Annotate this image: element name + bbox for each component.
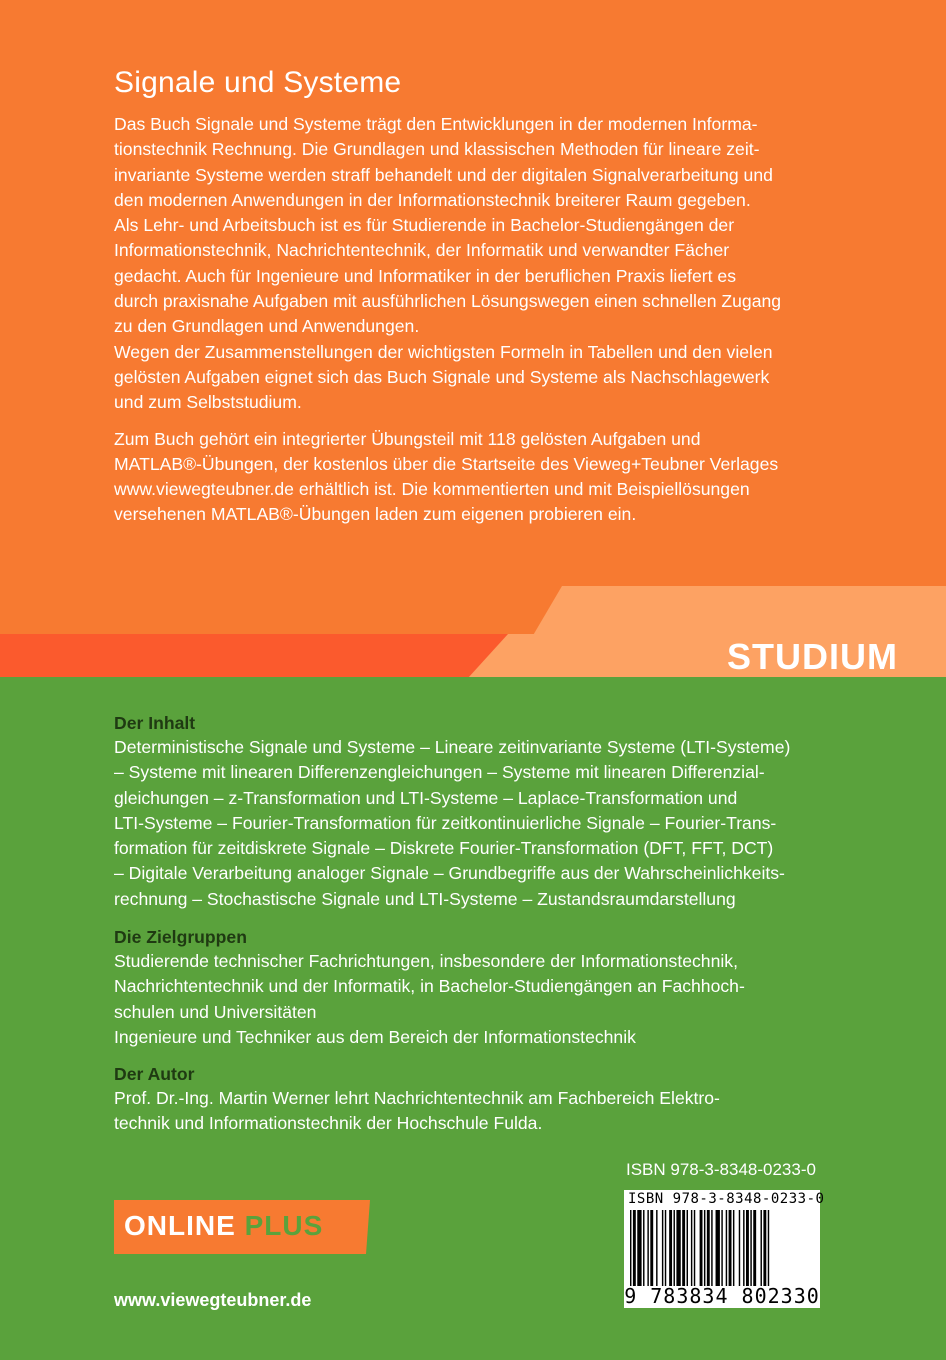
description-line: durch praxisnahe Aufgaben mit ausführlichen Lösungswegen einen schnellen Zugang: [114, 291, 782, 312]
barcode-bars: [630, 1210, 816, 1286]
section-inhalt: [114, 711, 874, 912]
section-line: Studierende technischer Fachrichtungen, insbesondere der Informationstechnik,: [114, 951, 738, 971]
section-line: gleichungen – z-Transformation und LTI-Systeme – Laplace-Transformation und: [114, 787, 738, 808]
website-link[interactable]: www.viewegteubner.de: [114, 1290, 312, 1310]
description-line: www.viewegteubner.de erhältlich ist. Die kommentierten und mit Beispiellösungen: [114, 479, 750, 500]
description-line: versehenen MATLAB®-Übungen laden zum eigenen probieren ein.: [114, 504, 637, 525]
section-heading: Die Zielgruppen: [114, 927, 247, 947]
description-line: gelösten Aufgaben eignet sich das Buch Signale und Systeme als Nachschlagewerk: [114, 366, 770, 387]
description-line: Als Lehr- und Arbeitsbuch ist es für Studierende in Bachelor-Studiengängen der: [114, 215, 735, 236]
series-label: STUDIUM: [727, 636, 898, 677]
logo-online-text: ONLINE: [124, 1210, 236, 1241]
description-line: Informationstechnik, Nachrichtentechnik, der Informatik und verwandter Fächer: [114, 240, 730, 261]
description-line: invariante Systeme werden straff behandelt und der digitalen Signalverarbeitung und: [114, 164, 773, 185]
section-line: Ingenieure und Techniker aus dem Bereich der Informationstechnik: [114, 1026, 636, 1047]
description-line: den modernen Anwendungen in der Informationstechnik breiterer Raum gegeben.: [114, 189, 751, 210]
description-line: und zum Selbststudium.: [114, 392, 302, 413]
section-line: – Systeme mit linearen Differenzengleichungen – Systeme mit linearen Differenzial-: [114, 762, 765, 783]
section-line: schulen und Universitäten: [114, 1001, 317, 1022]
onlineplus-logo: [124, 1210, 323, 1242]
section-line: LTI-Systeme – Fourier-Transformation für zeitkontinuierliche Signale – Fourier-Trans-: [114, 812, 777, 833]
section-line: Prof. Dr.-Ing. Martin Werner lehrt Nachrichtentechnik am Fachbereich Elektro-: [114, 1088, 720, 1108]
section-zielgruppen: [114, 925, 874, 1050]
section-line: rechnung – Stochastische Signale und LTI-Systeme – Zustandsraumdarstellung: [114, 888, 736, 909]
section-line: technik und Informationstechnik der Hochschule Fulda.: [114, 1113, 543, 1134]
logo-plus-text: PLUS: [244, 1210, 324, 1241]
description-line: Zum Buch gehört ein integrierter Übungsteil mit 118 gelösten Aufgaben und: [114, 428, 701, 449]
section-line: Nachrichtentechnik und der Informatik, in Bachelor-Studiengängen an Fachhoch-: [114, 976, 745, 997]
section-line: – Digitale Verarbeitung analoger Signale – Grundbegriffe aus der Wahrscheinlichkeits-: [114, 863, 785, 884]
barcode-isbn-text: ISBN 978-3-8348-0233-0: [628, 1191, 825, 1207]
section-autor: [114, 1062, 874, 1137]
barcode-digits: 9 783834 802330: [624, 1284, 820, 1308]
section-heading: Der Autor: [114, 1064, 195, 1084]
section-line: Deterministische Signale und Systeme – Lineare zeitinvariante Systeme (LTI-Systeme): [114, 737, 791, 757]
isbn-label: ISBN 978-3-8348-0233-0: [626, 1160, 816, 1179]
description-line: tionstechnik Rechnung. Die Grundlagen und klassischen Methoden für lineare zeit-: [114, 139, 760, 160]
description-line: MATLAB®-Übungen, der kostenlos über die Startseite des Vieweg+Teubner Verlages: [114, 453, 779, 474]
section-heading: Der Inhalt: [114, 713, 196, 733]
book-title: Signale und Systeme: [114, 66, 402, 99]
book-description: [114, 112, 854, 528]
section-line: formation für zeitdiskrete Signale – Diskrete Fourier-Transformation (DFT, FFT, DCT): [114, 838, 774, 859]
description-line: zu den Grundlagen und Anwendungen.: [114, 316, 420, 337]
barcode: [624, 1190, 825, 1308]
description-line: gedacht. Auch für Ingenieure und Informatiker in der beruflichen Praxis liefert es: [114, 265, 736, 286]
description-line: Wegen der Zusammenstellungen der wichtigsten Formeln in Tabellen und den vielen: [114, 341, 773, 362]
description-line: Das Buch Signale und Systeme trägt den Entwicklungen in der modernen Informa-: [114, 114, 758, 134]
